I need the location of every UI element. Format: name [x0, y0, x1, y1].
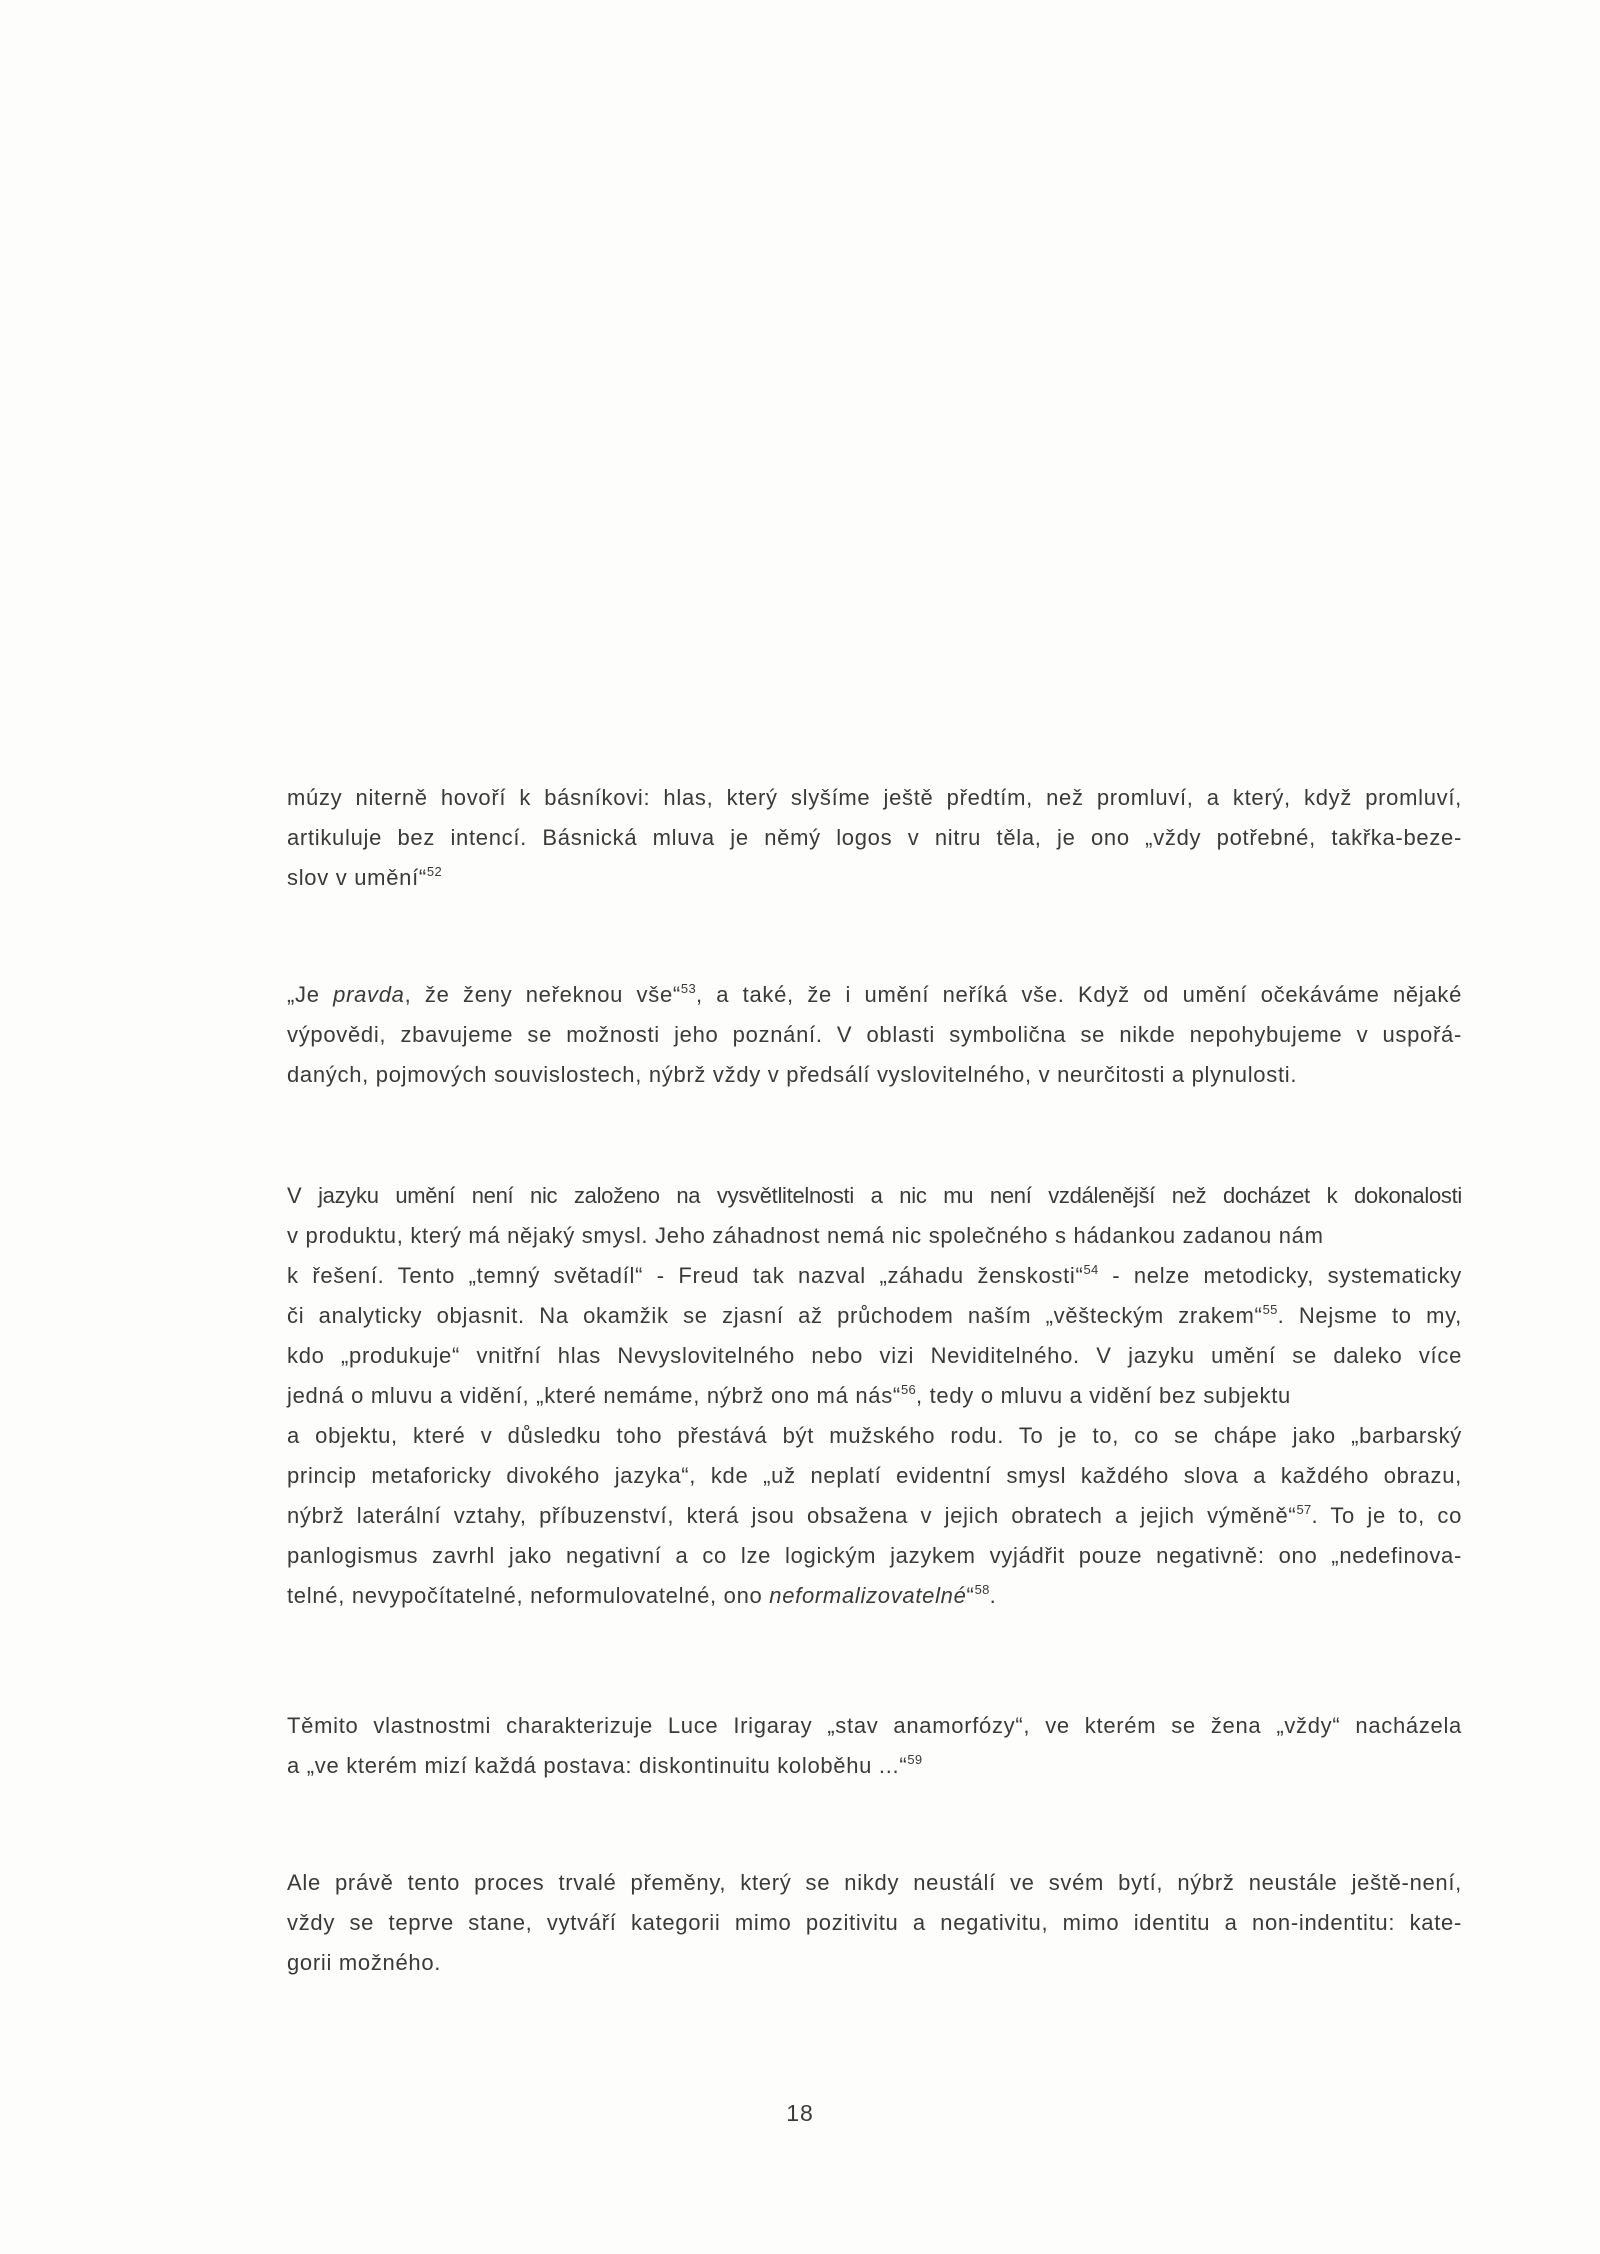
- text-run: a „ve kterém mizí každá postava: diskontinuitu koloběhu ...“: [287, 1753, 908, 1778]
- text-line: kdo „produkuje“ vnitřní hlas Nevyslovitelného nebo vizi Neviditelného. V jazyku umění se daleko více: [287, 1343, 1462, 1368]
- text-run: . To je to, co: [1311, 1503, 1462, 1528]
- text-line: v produktu, který má nějaký smysl. Jeho záhadnost nemá nic společného s hádankou zadanou nám: [287, 1223, 1324, 1248]
- text-run: , že ženy neřeknou vše“: [404, 982, 681, 1007]
- text-line: gorii možného.: [287, 1950, 442, 1975]
- text-line: artikuluje bez intencí. Básnická mluva je němý logos v nitru těla, je ono „vždy potřebné, takřka-beze-: [287, 825, 1462, 850]
- text-line: panlogismus zavrhl jako negativní a co lze logickým jazykem vyjádřit pouze negativně: ono „nedefinova-: [287, 1543, 1462, 1568]
- text-run: slov v umění“: [287, 865, 427, 890]
- footnote-ref-53: 53: [680, 981, 696, 996]
- text-run: telné, nevypočítatelné, neformulovatelné, ono: [287, 1583, 770, 1608]
- text-line: vždy se teprve stane, vytváří kategorii mimo pozitivitu a negativitu, mimo identitu a non-indentitu: kate-: [287, 1910, 1462, 1935]
- footnote-ref-57: 57: [1296, 1502, 1312, 1517]
- text-line: princip metaforicky divokého jazyka“, kde „už neplatí evidentní smysl každého slova a každého obrazu,: [287, 1463, 1462, 1488]
- text-line: V jazyku umění není nic založeno na vysvětlitelnosti a nic mu není vzdálenější než docházet k dokonalosti: [287, 1183, 1462, 1208]
- text-line: daných, pojmových souvislostech, nýbrž vždy v předsálí vyslovitelného, v neurčitosti a plynulosti.: [287, 1062, 1298, 1087]
- page-number: 18: [786, 2100, 814, 2126]
- text-line: [287, 1256, 1462, 1296]
- text-run: „Je: [287, 982, 334, 1007]
- paragraph-3: [287, 1176, 1462, 1616]
- text-line: [287, 1576, 1462, 1616]
- footnote-ref-55: 55: [1262, 1302, 1278, 1317]
- text-run: nýbrž laterální vztahy, příbuzenství, která jsou obsažena v jejich obratech a jejich výměně“: [287, 1503, 1297, 1528]
- text-run: .: [989, 1583, 997, 1608]
- text-run: k řešení. Tento „temný světadíl“ - Freud tak nazval „záhadu ženskosti“: [287, 1263, 1084, 1288]
- text-line: múzy niterně hovoří k básníkovi: hlas, který slyšíme ještě předtím, než promluví, a který, když promluví,: [287, 785, 1462, 810]
- text-line: [287, 858, 1462, 898]
- text-run: - nelze metodicky, systematicky: [1098, 1263, 1462, 1288]
- paragraph-5: [287, 1863, 1462, 1983]
- paragraph-2: [287, 975, 1462, 1095]
- footnote-ref-58: 58: [974, 1582, 990, 1597]
- text-line: Ale právě tento proces trvalé přeměny, který se nikdy neustálí ve svém bytí, nýbrž neustále ještě-není,: [287, 1870, 1462, 1895]
- footnote-ref-59: 59: [907, 1752, 923, 1767]
- footnote-ref-56: 56: [900, 1382, 916, 1397]
- text-run: , tedy o mluvu a vidění bez subjektu: [916, 1383, 1291, 1408]
- text-run: “: [966, 1583, 975, 1608]
- text-line: a objektu, které v důsledku toho přestává být mužského rodu. To je to, co se chápe jako „barbarský: [287, 1423, 1462, 1448]
- text-run: . Nejsme to my,: [1277, 1303, 1462, 1328]
- text-line: [287, 975, 1462, 1015]
- paragraph-4: [287, 1706, 1462, 1786]
- italic-text: pravda: [333, 982, 405, 1007]
- text-line: [287, 1746, 1462, 1786]
- footnote-ref-52: 52: [426, 864, 442, 879]
- text-run: , a také, že i umění neříká vše. Když od umění očekáváme nějaké: [695, 982, 1462, 1007]
- text-line: Těmito vlastnostmi charakterizuje Luce Irigaray „stav anamorfózy“, ve kterém se žena „vždy“ nacházela: [287, 1713, 1462, 1738]
- text-line: [287, 1496, 1462, 1536]
- text-line: výpovědi, zbavujeme se možnosti jeho poznání. V oblasti symbolična se nikde nepohybujeme v uspořá-: [287, 1022, 1462, 1047]
- text-line: [287, 1376, 1462, 1416]
- paragraph-1: [287, 778, 1462, 898]
- text-line: [287, 1296, 1462, 1336]
- italic-text: neformalizovatelné: [769, 1583, 967, 1608]
- text-run: jedná o mluvu a vidění, „které nemáme, nýbrž ono má nás“: [287, 1383, 901, 1408]
- text-run: či analyticky objasnit. Na okamžik se zjasní až průchodem naším „věšteckým zrakem“: [287, 1303, 1263, 1328]
- footnote-ref-54: 54: [1083, 1262, 1099, 1277]
